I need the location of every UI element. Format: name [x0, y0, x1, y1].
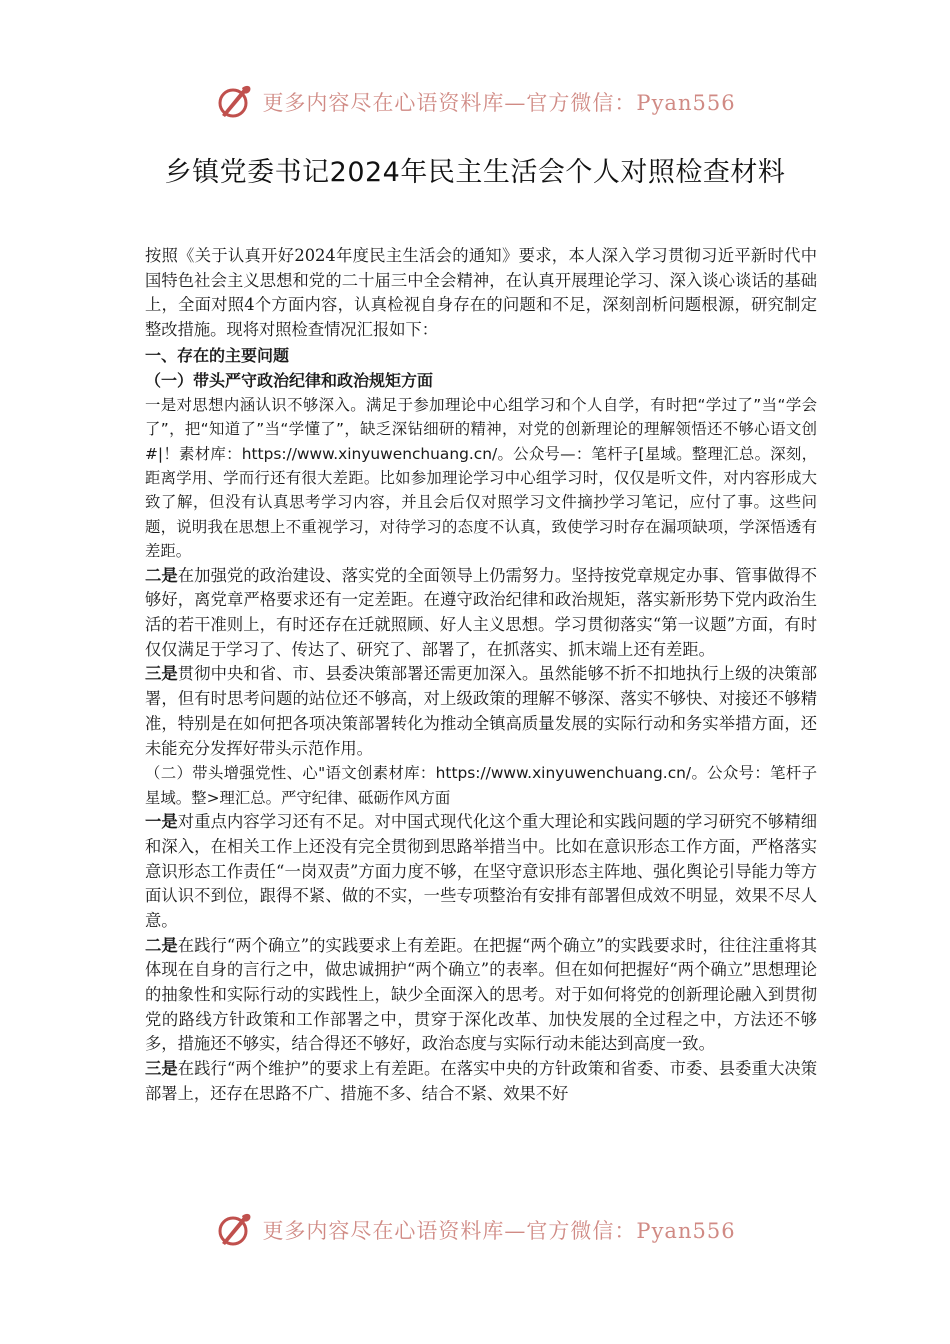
paragraph-body: 对重点内容学习还有不足。对中国式现代化这个重大理论和实践问题的学习研究不够精细和深入，在相关工作上还没有完全贯彻到思路举措当中。比如在意识形态工作方面，严格落实意识形态工作责任“一岗双责”方面力度不够，在坚守意识形态主阵地、强化舆论引导能力等方面认识不到位，跟得不紧、做的不实，一些专项整治有安排有部署但成效不明显，效果不尽人意。: [145, 812, 817, 930]
paragraph-body: 在加强党的政治建设、落实党的全面领导上仍需努力。坚持按党章规定办事、管事做得不够好，离党章严格要求还有一定差距。在遵守政治纪律和政治规矩，落实新形势下党内政治生活的若干准则上，有时还存在迁就照顾、好人主义思想。学习贯彻落实“第一议题”方面，有时仅仅满足于学习了、传达了、研究了、部署了，在抓落实、抓末端上还有差距。: [145, 565, 817, 659]
paragraph-sub1-2: [145, 564, 817, 663]
document-title: 乡镇党委书记2024年民主生活会个人对照检查材料: [164, 157, 786, 188]
paragraph-lead: 二是: [145, 935, 178, 955]
paragraph-lead: 一是: [145, 812, 178, 832]
paragraph-body: 在践行“两个确立”的实践要求上有差距。在把握“两个确立”的实践要求时，往往注重将其体现在自身的言行之中，做忠诚拥护“两个确立”的表率。但在如何把握好“两个确立”思想理论的抽象性和实际行动的实践性上，缺少全面深入的思考。对于如何将党的创新理论融入到贯彻党的路线方针政策和工作部署之中，贯穿于深化改革、加快发展的全过程之中，方法还不够多，措施还不够实，结合得还不够好，政治态度与实际行动未能达到高度一致。: [145, 935, 817, 1054]
quill-pen-circle-icon: [214, 1210, 254, 1250]
paragraph-sub1-1: 一是对思想内涵认识不够深入。满足于参加理论中心组学习和个人自学，有时把“学过了”当“学会了”，把“知道了”当“学懂了”，缺乏深钻细研的精神，对党的创新理论的理解领悟还不够心语文创#|！素材库：https://www.xinyuwenchuang.cn/。公众号—：笔杆子[星域。整理汇总。深刻，距离学用、学而行还有很大差距。比如参加理论学习中心组学习时，仅仅是听文件，对内容形成大致了解，但没有认真思考学习内容，并且会后仅对照学习文件摘抄学习笔记，应付了事。这些问题，说明我在思想上不重视学习，对待学习的态度不认真，致使学习时存在漏项缺项，学深悟透有差距。: [145, 395, 817, 561]
paragraph-lead: 三是: [145, 1059, 178, 1079]
section-heading: 一、存在的主要问题: [145, 345, 290, 365]
paragraph-sub1-3: [145, 662, 817, 761]
subsection-heading-2: （二）带头增强党性、心"语文创素材库：https://www.xinyuwenchuang.cn/。公众号：笔杆子星域。整>理汇总。严守纪律、砥砺作风方面: [145, 764, 817, 807]
banner-text: 更多内容尽在心语资料库—官方微信：Pyan556: [262, 91, 736, 115]
document-body: [145, 244, 817, 1107]
paragraph-lead: 二是: [145, 565, 178, 585]
banner-text: 更多内容尽在心语资料库—官方微信：Pyan556: [262, 1219, 736, 1243]
paragraph-sub2-2: [145, 934, 817, 1058]
paragraph-body: 贯彻中央和省、市、县委决策部署还需更加深入。虽然能够不折不扣地执行上级的决策部署，但有时思考问题的站位还不够高，对上级政策的理解不够深、落实不够快、对接还不够精准，特别是在如何把各项决策部署转化为推动全镇高质量发展的实际行动和务实举措方面，还未能充分发挥好带头示范作用。: [145, 664, 817, 758]
paragraph-sub2-1: [145, 810, 817, 934]
paragraph-sub2-3: [145, 1057, 817, 1106]
intro-paragraph: 按照《关于认真开好2024年度民主生活会的通知》要求，本人深入学习贯彻习近平新时代中国特色社会主义思想和党的二十届三中全会精神，在认真开展理论学习、深入谈心谈话的基础上，全面对照4个方面内容，认真检视自身存在的问题和不足，深刻剖析问题根源，研究制定整改措施。现将对照检查情况汇报如下：: [145, 246, 817, 340]
bottom-banner: [0, 1208, 950, 1252]
quill-pen-circle-icon: [214, 82, 254, 122]
subsection-heading-1: （一）带头严守政治纪律和政治规矩方面: [145, 370, 434, 390]
top-banner: [0, 80, 950, 124]
paragraph-lead: 三是: [145, 664, 178, 684]
paragraph-body: 在践行“两个维护”的要求上有差距。在落实中央的方针政策和省委、市委、县委重大决策部署上，还存在思路不广、措施不多、结合不紧、效果不好: [145, 1059, 817, 1103]
